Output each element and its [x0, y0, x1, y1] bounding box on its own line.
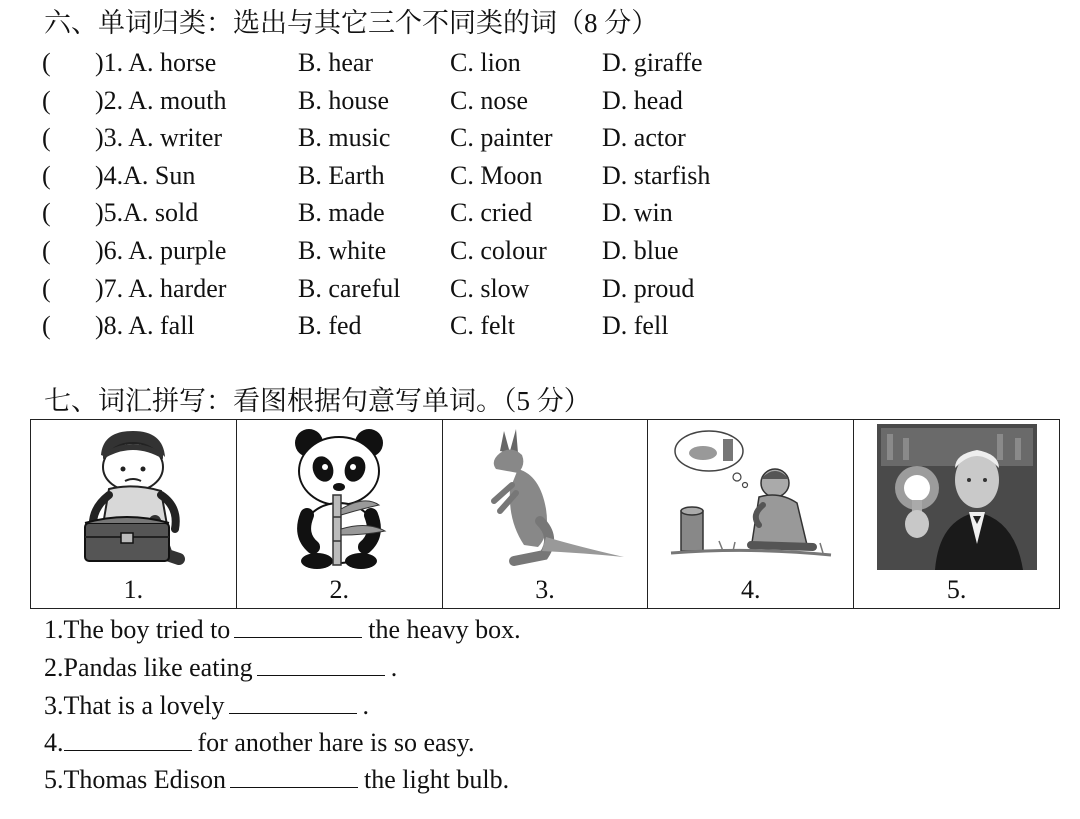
option-d: D. giraffe [602, 48, 703, 77]
option-d: D. head [602, 86, 683, 115]
sentence-5 [44, 762, 509, 798]
answer-paren[interactable]: ( [42, 198, 51, 227]
answer-blank[interactable] [229, 689, 357, 714]
sentence-text: 5.Thomas Edison [44, 765, 226, 794]
section-7-title: 七、词汇拼写：看图根据句意写单词。（5 分） [44, 386, 591, 416]
option-b: B. hear [298, 48, 374, 77]
answer-blank[interactable] [257, 651, 385, 676]
question-row-8 [0, 307, 1080, 345]
option-a: )1. A. horse [95, 48, 217, 77]
option-b: B. music [298, 123, 391, 152]
farmer-waiting-for-hare-icon [663, 425, 838, 570]
sentence-text: for another hare is so easy. [197, 728, 475, 757]
option-a: )2. A. mouth [95, 86, 227, 115]
option-b: B. white [298, 236, 387, 265]
option-c: C. felt [450, 311, 515, 340]
question-row-4 [0, 157, 1080, 195]
answer-blank[interactable] [234, 613, 362, 638]
option-b: B. careful [298, 274, 401, 303]
option-d: D. proud [602, 274, 695, 303]
question-row-5 [0, 194, 1080, 232]
option-a: )7. A. harder [95, 274, 227, 303]
option-b: B. Earth [298, 161, 385, 190]
option-a: )8. A. fall [95, 311, 195, 340]
edison-light-bulb-icon [877, 424, 1037, 570]
picture-cell-1 [31, 420, 237, 608]
question-row-2 [0, 82, 1080, 120]
option-c: C. colour [450, 236, 547, 265]
sentence-text: the heavy box. [368, 615, 521, 644]
sentence-text: 1.The boy tried to [44, 615, 231, 644]
sentence-4 [44, 725, 475, 761]
section-6-title: 六、单词归类：选出与其它三个不同类的词（8 分） [44, 8, 659, 38]
sentence-text: 3.That is a lovely [44, 691, 225, 720]
option-a: )6. A. purple [95, 236, 227, 265]
answer-paren[interactable]: ( [42, 161, 51, 190]
answer-paren[interactable]: ( [42, 48, 51, 77]
sentence-1 [44, 612, 521, 648]
kangaroo-icon [460, 425, 630, 570]
option-d: D. fell [602, 311, 669, 340]
picture-number: 1. [123, 575, 144, 604]
picture-table [30, 419, 1060, 609]
picture-cell-5 [854, 420, 1059, 608]
picture-number: 3. [535, 575, 555, 604]
answer-paren[interactable]: ( [42, 86, 51, 115]
picture-cell-2 [237, 420, 443, 608]
option-d: D. win [602, 198, 673, 227]
question-row-6 [0, 232, 1080, 270]
option-b: B. house [298, 86, 389, 115]
option-d: D. starfish [602, 161, 711, 190]
option-c: C. slow [450, 274, 530, 303]
answer-paren[interactable]: ( [42, 274, 51, 303]
sentence-2 [44, 650, 397, 686]
sentence-text: the light bulb. [364, 765, 510, 794]
boy-lifting-box-icon [63, 425, 203, 570]
option-d: D. actor [602, 123, 686, 152]
answer-paren[interactable]: ( [42, 123, 51, 152]
option-c: C. Moon [450, 161, 543, 190]
sentence-text: 2.Pandas like eating [44, 653, 253, 682]
question-row-7 [0, 270, 1080, 308]
option-c: C. nose [450, 86, 528, 115]
answer-paren[interactable]: ( [42, 236, 51, 265]
sentence-text: . [362, 691, 370, 720]
sentence-text: 4. [44, 728, 64, 757]
option-a: )4.A. Sun [95, 161, 196, 190]
picture-cell-3 [443, 420, 649, 608]
sentence-3 [44, 688, 369, 724]
picture-cell-4 [648, 420, 854, 608]
question-row-3 [0, 119, 1080, 157]
answer-blank[interactable] [230, 763, 358, 788]
option-d: D. blue [602, 236, 679, 265]
panda-eating-bamboo-icon [269, 425, 409, 570]
option-c: C. painter [450, 123, 553, 152]
picture-number: 5. [946, 575, 967, 604]
question-row-1 [0, 44, 1080, 82]
picture-number: 4. [741, 575, 761, 604]
option-c: C. lion [450, 48, 521, 77]
sentence-text: . [390, 653, 398, 682]
option-c: C. cried [450, 198, 533, 227]
picture-number: 2. [329, 575, 349, 604]
option-a: )5.A. sold [95, 198, 199, 227]
answer-blank[interactable] [64, 726, 192, 751]
option-b: B. made [298, 198, 385, 227]
answer-paren[interactable]: ( [42, 311, 51, 340]
option-b: B. fed [298, 311, 362, 340]
option-a: )3. A. writer [95, 123, 223, 152]
